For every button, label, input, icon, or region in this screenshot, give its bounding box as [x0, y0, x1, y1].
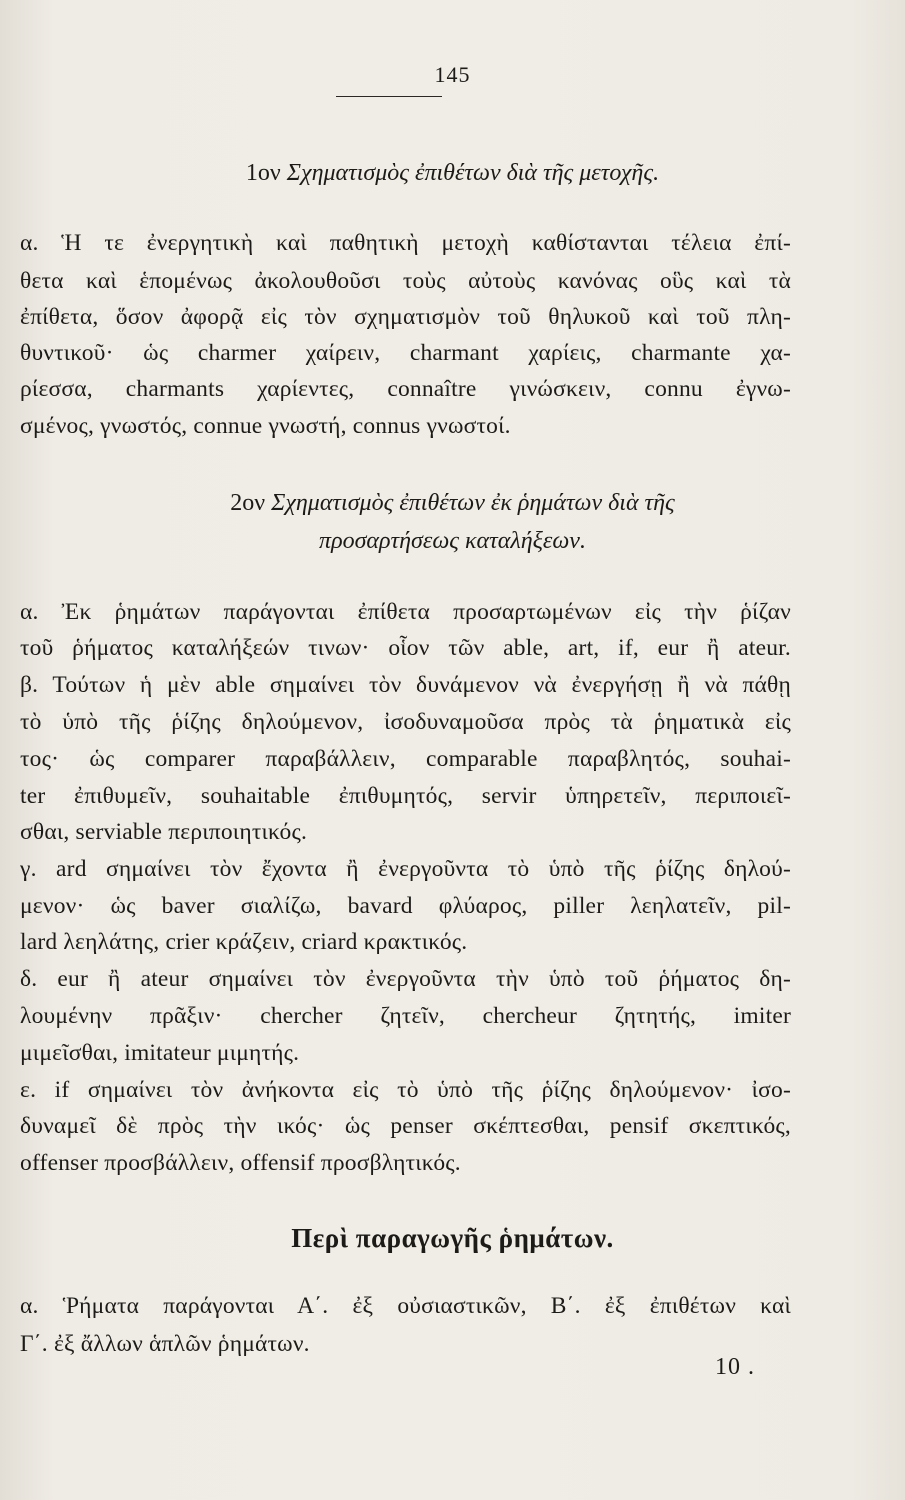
section-3-line: α. Ῥήματα παράγονται Α΄. ἐξ οὐσιαστικῶν, Β΄. ἐξ ἐπιθέτων καὶ: [20, 1293, 791, 1319]
section-1-line: σμένος, γνωστός, connue γνωστή, connus γνωστοί.: [20, 413, 511, 439]
page-number-rule: [336, 96, 442, 97]
section-1-line: ρίεσσα, charmants χαρίεντες, connaître γινώσκειν, connu ἐγνω-: [20, 376, 791, 402]
section-1-line: α. Ἡ τε ἐνεργητικὴ καὶ παθητικὴ μετοχὴ καθίστανται τέλεια ἐπί-: [20, 230, 791, 256]
section-2-line: lard λεηλάτης, crier κράζειν, criard κρακτικός.: [20, 929, 468, 955]
section-2-line: μιμεῖσθαι, imitateur μιμητής.: [20, 1040, 300, 1066]
section-2-line: ter ἐπιθυμεῖν, souhaitable ἐπιθυμητός, servir ὑπηρετεῖν, περιποιεῖ-: [20, 783, 791, 809]
section-2-title-line-1: Σχηματισμὸς ἐπιθέτων ἐκ ῥημάτων διὰ τῆς: [271, 490, 675, 516]
section-1-title: Σχηματισμὸς ἐπιθέτων διὰ τῆς μετοχῆς.: [286, 160, 660, 186]
section-2-line: β. Τούτων ἡ μὲν able σημαίνει τὸν δυνάμενον νὰ ἐνεργήσῃ ἢ νὰ πάθῃ: [20, 672, 791, 698]
section-2-line: δ. eur ἢ ateur σημαίνει τὸν ἐνεργοῦντα τὴν ὑπὸ τοῦ ῥήματος δη-: [20, 966, 791, 992]
section-1-heading: [0, 160, 905, 187]
section-2-line: λουμένην πρᾶξιν· chercher ζητεῖν, chercheur ζητητής, imiter: [20, 1003, 791, 1029]
section-2-line: σθαι, serviable περιποιητικός.: [20, 819, 308, 845]
signature-mark: 10 .: [715, 1354, 755, 1380]
page-number: 145: [434, 62, 471, 87]
section-1-line: θετα καὶ ἑπομένως ἀκολουθοῦσι τοὺς αὐτοὺς κανόνας οὓς καὶ τὰ: [20, 268, 791, 294]
section-2-line: ε. if σημαίνει τὸν ἀνήκοντα εἰς τὸ ὑπὸ τῆς ῥίζης δηλούμενον· ἰσο-: [20, 1077, 791, 1103]
section-3-line: Γ΄. ἐξ ἄλλων ἁπλῶν ῥημάτων.: [20, 1331, 310, 1357]
section-1-line: θυντικοῦ· ὡς charmer χαίρειν, charmant χαρίεις, charmante χα-: [20, 340, 791, 366]
section-2-line: τος· ὡς comparer παραβάλλειν, comparable παραβλητός, souhai-: [20, 746, 791, 772]
section-1-line: ἐπίθετα, ὅσον ἀφορᾷ εἰς τὸν σχηματισμὸν τοῦ θηλυκοῦ καὶ τοῦ πλη-: [20, 304, 791, 330]
section-2-heading: [0, 490, 905, 517]
section-3-heading: Περὶ παραγωγῆς ῥημάτων.: [291, 1223, 614, 1253]
section-1-number: 1ον: [245, 160, 281, 186]
section-2-line: τὸ ὑπὸ τῆς ῥίζης δηλούμενον, ἰσοδυναμοῦσα πρὸς τὰ ῥηματικὰ εἰς: [20, 709, 791, 735]
section-2-number: 2ον: [230, 490, 266, 516]
section-2-line: δυναμεῖ δὲ πρὸς τὴν ικός· ὡς penser σκέπτεσθαι, pensif σκεπτικός,: [20, 1113, 791, 1139]
section-2-line: α. Ἐκ ῥημάτων παράγονται ἐπίθετα προσαρτωμένων εἰς τὴν ῥίζαν: [20, 599, 791, 625]
section-2-line: γ. ard σημαίνει τὸν ἔχοντα ἢ ἐνεργοῦντα τὸ ὑπὸ τῆς ῥίζης δηλού-: [20, 856, 791, 882]
section-2-line: offenser προσβάλλειν, offensif προσβλητικός.: [20, 1150, 461, 1176]
section-2-title-line-2: προσαρτήσεως καταλήξεων.: [319, 528, 586, 554]
section-2-line: τοῦ ῥήματος καταλήξεών τινων· οἷον τῶν able, art, if, eur ἢ ateur.: [20, 635, 791, 661]
section-2-line: μενον· ὡς baver σιαλίζω, bavard φλύαρος, piller λεηλατεῖν, pil-: [20, 893, 791, 919]
